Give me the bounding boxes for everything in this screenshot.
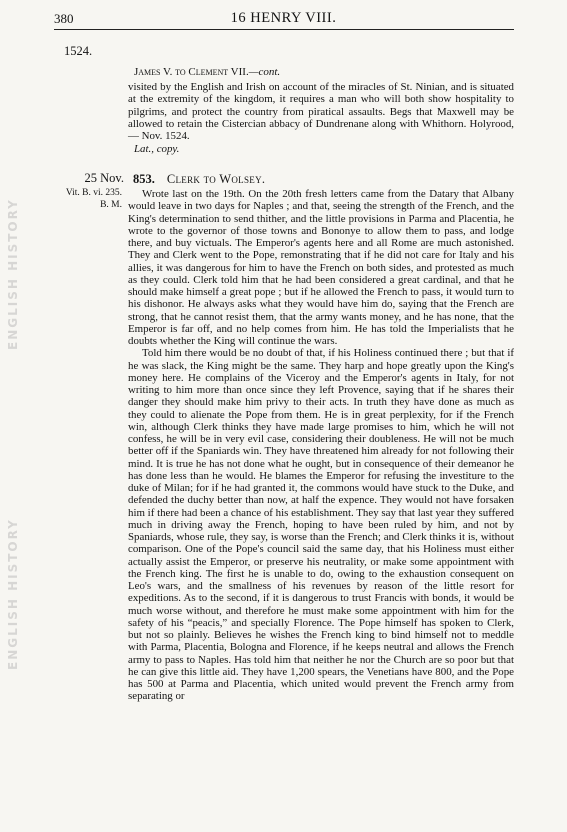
- running-head: 16 HENRY VIII.: [230, 10, 337, 26]
- continued-entry-body: [128, 81, 514, 156]
- page-number: 380: [54, 11, 74, 26]
- continued-entry-text: visited by the English and Irish on account of the miracles of St. Ninian, and is situated at the extremity of the kingdom, it requires a man who will both show hospitality to pilgrims, and protect the country from piratical assaults. Begs that Maxwell may be allowed to retain the Cistercian abbacy of Dundrenane along with Whithorn. Holyrood, — Nov. 1524.: [128, 81, 514, 142]
- reference-line: Vit. B. vi. 235.: [65, 188, 122, 198]
- entry-paragraph: Told him there would be no doubt of that, if his Holiness continued there ; but that if he was slack, the King might be the same. They harp and hope greatly upon the King's money here. He complains of the Viceroy and the Emperor's agents in Italy, for not writing to him more than once since they left Provence, saying that if he shares their danger they should make him privy to their acts. In truth they have done as much as they could to alienate the Pope from them. He is in great perplexity, for if the French win, although Clerk thinks they have made large promises to him, which he will not confess, he will be in very evil case, considering their doubleness. He will not be much better off if the Spaniards win. They have threatened him already for not following their mind. It is true he has not done what he ought, but in consequence of their demeanor he has done less than he would. He blames the Emperor for refusing the investiture to the duke of Milan; for if he had granted it, the commons would have stuck to the Duke, and defended the duchy better than now, at half the expence. They would not have forsaken him if there had been a chance of his establishment. They say that last year they suffered much in driving away the French, hoping to have been ruled by him, and not by Spaniards, whose rule, they say, is worse than the French; and Clerk thinks it is, without comparison. One of the Pope's council said the same day, that his Holiness must either actually assist the Emperor, or preserve his neutrality, or make some appointment with the French king. The first he is unable to do, owing to the exhaustion consequent on Leo's wars, and the smallness of his revenues by reason of the little resort for expeditions. As to the second, if it is dangerous to trust Francis with bonds, it would be much worse without, and therefore he must make some appointment with him for the safety of his “peacis,” and specially Florence. The Pope himself has spoken to Clerk, but not so plainly. Believes he wishes the French king to bind himself not to meddle with Parma, Placentia, Bologna and Florence, if he keeps neutral and allows the French army to pass to Naples. Has told him that neither he nor the Church are so poor but that he can give this little aid. They have 1,200 spears, the Venetians have 800, and the Pope has 500 at Parma and Placentia, which united would prevent the French army from separating or: [128, 347, 514, 703]
- entry-paragraph: Wrote last on the 19th. On the 20th fresh letters came from the Datary that Albany would leave in two days for Naples ; and that, seeing the strength of the French, and the King's determination to send thither, and the little provisions in Parma and Placentia, he wrote to the governor of those towns and Bononye to allow them to pass, and lodge there, and buy victuals. The Emperor's agents here and all Rome are much astonished. They and Clerk went to the Pope, remonstrating that if he did not care for Italy and his allies, it was dangerous for him to have the French on both sides, and protested as much as they could. Clerk told him that he had been considered a great cardinal, and that he should make himself a great pope ; but if he allowed the French to pass, it would turn to his dishonor. He always asks what they would have him do, saying that the French are strong, that he cannot resist them, that the army wants money, and he has none, that the Emperor is far off, and no help comes from him. He has told the Imperialists that he doubts whether the King will continue the wars.: [128, 188, 514, 347]
- header-rule: [54, 29, 514, 30]
- continued-entry-heading: [128, 66, 520, 78]
- entry-title: Clerk to Wolsey.: [166, 172, 266, 186]
- entry-body: [128, 188, 514, 703]
- margin-year: 1524.: [64, 44, 93, 58]
- entry-number: 853.: [133, 172, 155, 186]
- watermark: ENGLISH HISTORY: [6, 518, 20, 670]
- watermark: ENGLISH HISTORY: [6, 198, 20, 350]
- entry-reference: [54, 187, 122, 211]
- reference-line: B. M.: [100, 200, 122, 210]
- continued-entry-note: Lat., copy.: [134, 143, 180, 156]
- entry-heading: [133, 172, 265, 187]
- continued-marker: —cont.: [248, 66, 281, 78]
- entry-date: 25 Nov.: [84, 171, 124, 185]
- continued-entry-title: James V. to Clement VII.: [134, 66, 249, 78]
